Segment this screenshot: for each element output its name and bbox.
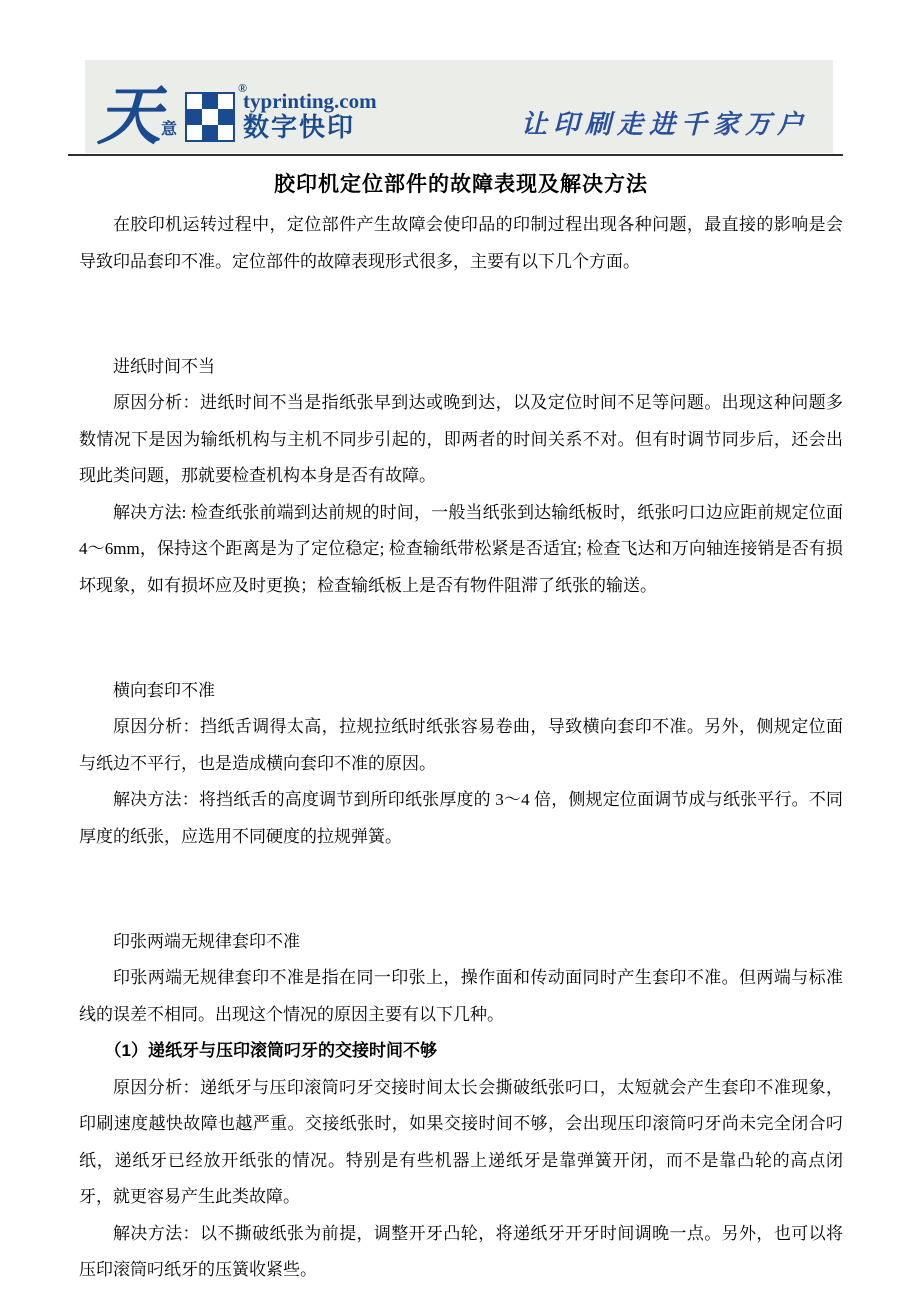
logo-tian-character: 天: [97, 81, 161, 153]
checker-cell: [202, 125, 217, 140]
registered-trademark-icon: ®: [238, 81, 248, 95]
body-paragraph: 解决方法：以不撕破纸张为前提，调整开牙凸轮，将递纸牙开牙时间调晚一点。另外，也可以将压印滚筒叼纸牙的压簧收紧些。: [79, 1223, 843, 1279]
letterhead: [85, 60, 833, 153]
checker-cell: [202, 94, 217, 109]
paragraph-gap: [79, 871, 843, 908]
checker-cell: [187, 125, 202, 140]
section-heading: 印张两端无规律套印不准: [113, 931, 300, 951]
section-heading: 横向套印不准: [113, 680, 215, 700]
checker-cell: [218, 125, 233, 140]
company-logo: [85, 60, 377, 153]
document-text-blocks: [79, 207, 843, 1289]
checker-cell: [187, 94, 202, 109]
body-paragraph: 在胶印机运转过程中，定位部件产生故障会使印品的印制过程出现各种问题，最直接的影响是会导致印品套印不准。定位部件的故障表现形式很多，主要有以下几个方面。: [79, 215, 843, 271]
logo-domain-text: typrinting.com: [243, 89, 377, 113]
section-heading: 进纸时间不当: [113, 356, 215, 376]
company-slogan: 让印刷走进千家万户: [520, 110, 809, 139]
body-paragraph: 解决方法：将挡纸舌的高度调节到所印纸张厚度的 3～4 倍，侧规定位面调节成与纸张平行。不同厚度的纸张，应选用不同硬度的拉规弹簧。: [79, 790, 843, 846]
body-paragraph: 解决方法: 检查纸张前端到达前规的时间，一般当纸张到达输纸板时，纸张叼口边应距前规定位面 4～6mm，保持这个距离是为了定位稳定; 检查输纸带松紧是否适宜; 检查飞达和万向轴连接销是否有损坏现象，如有损坏应及时更换；检查输纸板上是否有物件阻滞了纸张的输送。: [79, 502, 843, 595]
document-title: 胶印机定位部件的故障表现及解决方法: [274, 173, 648, 196]
checker-cell: [218, 94, 233, 109]
paragraph-gap: [79, 296, 843, 333]
body-paragraph: 原因分析：递纸牙与压印滚筒叼牙交接时间太长会撕破纸张叼口，太短就会产生套印不准现象，印刷速度越快故障也越严重。交接纸张时，如果交接时间不够，会出现压印滚筒叼牙尚未完全闭合叼纸，递纸牙已经放开纸张的情况。特别是有些机器上递纸牙是靠弹簧开闭，而不是靠凸轮的高点闭牙，就更容易产生此类故障。: [79, 1077, 843, 1206]
document-body: [79, 170, 843, 1289]
logo-yi-character: 意: [161, 121, 178, 138]
checker-cell: [202, 109, 217, 124]
body-paragraph: 印张两端无规律套印不准是指在同一印张上，操作面和传动面同时产生套印不准。但两端与标准线的误差不相同。出现这个情况的原因主要有以下几种。: [79, 968, 843, 1024]
numbered-subheading: （1）递纸牙与压印滚筒叼牙的交接时间不够: [104, 1041, 437, 1060]
header-divider: [68, 154, 843, 156]
checker-cell: [187, 109, 202, 124]
logo-wordmark: [243, 90, 377, 142]
checkerboard-logo-icon: [185, 81, 248, 142]
body-paragraph: 原因分析：挡纸舌调得太高，拉规拉纸时纸张容易卷曲，导致横向套印不准。另外，侧规定位面与纸边不平行，也是造成横向套印不准的原因。: [79, 717, 843, 773]
paragraph-gap: [79, 620, 843, 657]
logo-brand-text: 数字快印: [243, 112, 356, 142]
checker-cell: [218, 109, 233, 124]
body-paragraph: 原因分析：进纸时间不当是指纸张早到达或晚到达，以及定位时间不足等问题。出现这种问题多数情况下是因为输纸机构与主机不同步引起的，即两者的时间关系不对。但有时调节同步后，还会出现此类问题，那就要检查机构本身是否有故障。: [79, 393, 843, 485]
